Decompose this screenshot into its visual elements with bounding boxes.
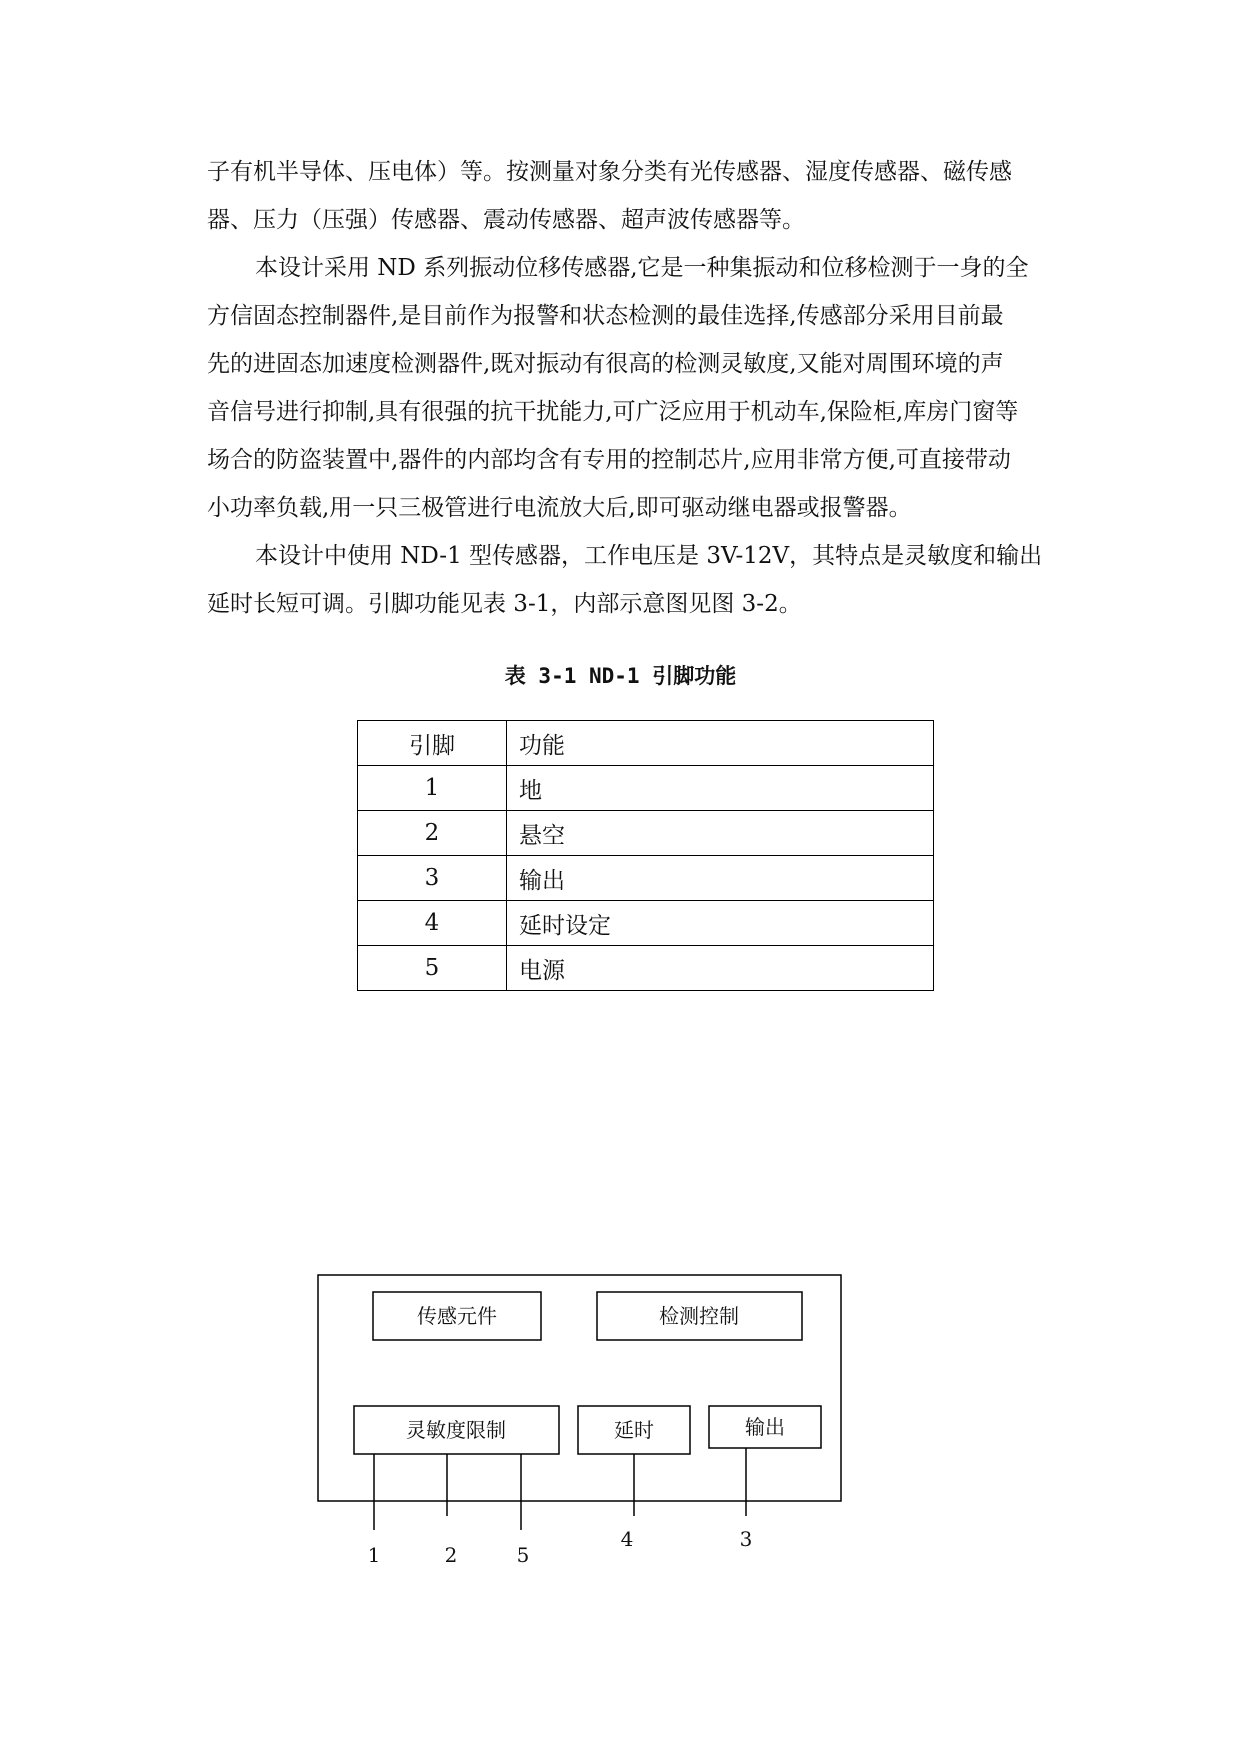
cell-function: 延时设定 [507,901,934,946]
cell-function: 悬空 [507,811,934,856]
sensor-element-label: 传感元件 [417,1304,497,1328]
table-caption: 表 3-1 ND-1 引脚功能 [504,664,737,688]
cell-pin: 5 [358,946,507,991]
text-line: 延时长短可调。引脚功能见表 3-1，内部示意图见图 3-2。 [207,591,802,617]
cell-pin: 2 [358,811,507,856]
pin-4-label: 4 [620,1527,634,1551]
diagram-outer-frame [318,1275,841,1501]
text-line: 本设计采用 ND 系列振动位移传感器,它是一种集振动和位移检测于一身的全 [255,255,1029,281]
delay-label: 延时 [614,1418,654,1442]
detect-control-label: 检测控制 [659,1304,739,1328]
pin-3-label: 3 [739,1527,753,1551]
pin-1-label: 1 [367,1543,381,1567]
cell-pin: 3 [358,856,507,901]
cell-function: 地 [507,766,934,811]
cell-pin: 1 [358,766,507,811]
text-line: 音信号进行抑制,具有很强的抗干扰能力,可广泛应用于机动车,保险柜,库房门窗等 [207,399,1019,425]
cell-pin: 4 [358,901,507,946]
cell-function: 电源 [507,946,934,991]
header-function: 功能 [507,721,934,766]
text-line: 器、压力（压强）传感器、震动传感器、超声波传感器等。 [207,207,805,233]
sensitivity-limit-label: 灵敏度限制 [406,1418,506,1442]
text-line: 子有机半导体、压电体）等。按测量对象分类有光传感器、湿度传感器、磁传感 [207,159,1012,185]
text-line: 方信固态控制器件,是目前作为报警和状态检测的最佳选择,传感部分采用目前最 [207,303,1004,329]
text-line: 小功率负载,用一只三极管进行电流放大后,即可驱动继电器或报警器。 [207,495,912,521]
header-pin: 引脚 [358,721,507,766]
text-line: 本设计中使用 ND-1 型传感器，工作电压是 3V-12V，其特点是灵敏度和输出 [255,543,1043,569]
pin-2-label: 2 [444,1543,458,1567]
text-line: 先的进固态加速度检测器件,既对振动有很高的检测灵敏度,又能对周围环境的声 [207,351,1004,377]
output-label: 输出 [745,1415,785,1439]
cell-function: 输出 [507,856,934,901]
pin-5-label: 5 [516,1543,530,1567]
text-line: 场合的防盗装置中,器件的内部均含有专用的控制芯片,应用非常方便,可直接带动 [207,447,1011,473]
